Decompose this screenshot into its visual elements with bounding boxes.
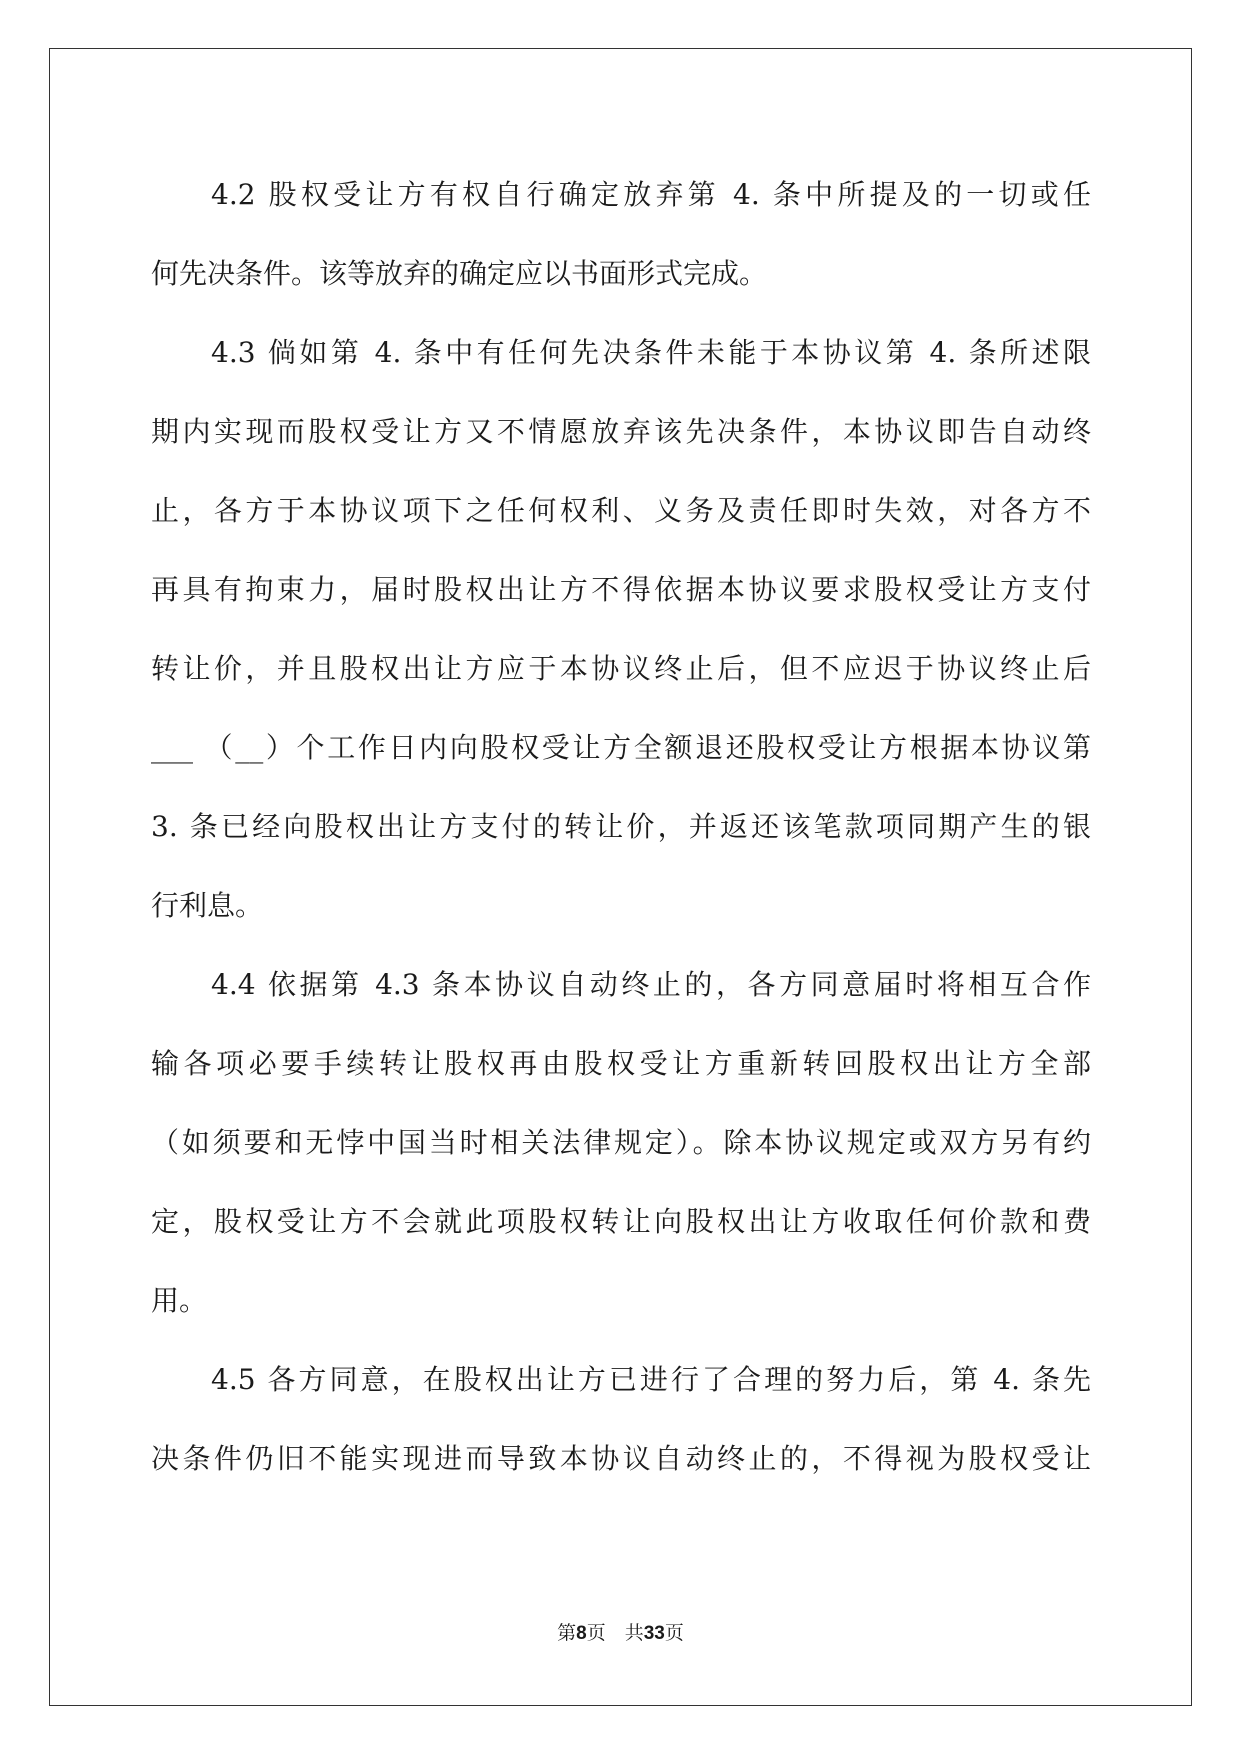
paragraph-4-3-line: 期内实现而股权受让方又不情愿放弃该先决条件，本协议即告自动终 [151, 415, 1091, 448]
paragraph-4-5-line: 决条件仍旧不能实现进而导致本协议自动终止的，不得视为股权受让 [151, 1442, 1091, 1475]
paragraph-4-2-line: 4.2 股权受让方有权自行确定放弃第 4. 条中所提及的一切或任 [211, 178, 1091, 211]
paragraph-4-4-line: （如须要和无悖中国当时相关法律规定）。除本协议规定或双方另有约 [151, 1126, 1091, 1159]
paragraph-4-2-line: 何先决条件。该等放弃的确定应以书面形式完成。 [151, 257, 768, 290]
footer-prefix: 第 [557, 1622, 577, 1644]
footer-mid: 页 共 [586, 1622, 644, 1644]
paragraph-4-4-line: 用。 [151, 1284, 208, 1317]
paragraph-4-5-line: 4.5 各方同意，在股权出让方已进行了合理的努力后，第 4. 条先 [211, 1363, 1091, 1396]
page-footer [0, 1618, 1241, 1645]
paragraph-4-3-line: 止，各方于本协议项下之任何权利、义务及责任即时失效，对各方不 [151, 494, 1091, 527]
paragraph-4-3-line: ___ （__）个工作日内向股权受让方全额退还股权受让方根据本协议第 [151, 731, 1091, 764]
paragraph-4-3-line: 3. 条已经向股权出让方支付的转让价，并返还该笔款项同期产生的银 [151, 810, 1091, 843]
footer-suffix: 页 [664, 1622, 684, 1644]
paragraph-4-4-line: 输各项必要手续转让股权再由股权受让方重新转回股权出让方全部 [151, 1047, 1091, 1080]
document-body [151, 155, 1091, 1498]
paragraph-4-3-line: 4.3 倘如第 4. 条中有任何先决条件未能于本协议第 4. 条所述限 [211, 336, 1091, 369]
current-page-number: 8 [576, 1623, 587, 1644]
paragraph-4-4-line: 定，股权受让方不会就此项股权转让向股权出让方收取任何价款和费 [151, 1205, 1091, 1238]
paragraph-4-3-line: 行利息。 [151, 889, 264, 922]
paragraph-4-4-line: 4.4 依据第 4.3 条本协议自动终止的，各方同意届时将相互合作 [211, 968, 1091, 1001]
total-pages-number: 33 [643, 1623, 665, 1644]
paragraph-4-3-line: 转让价，并且股权出让方应于本协议终止后，但不应迟于协议终止后 [151, 652, 1091, 685]
paragraph-4-3-line: 再具有拘束力，届时股权出让方不得依据本协议要求股权受让方支付 [151, 573, 1091, 606]
